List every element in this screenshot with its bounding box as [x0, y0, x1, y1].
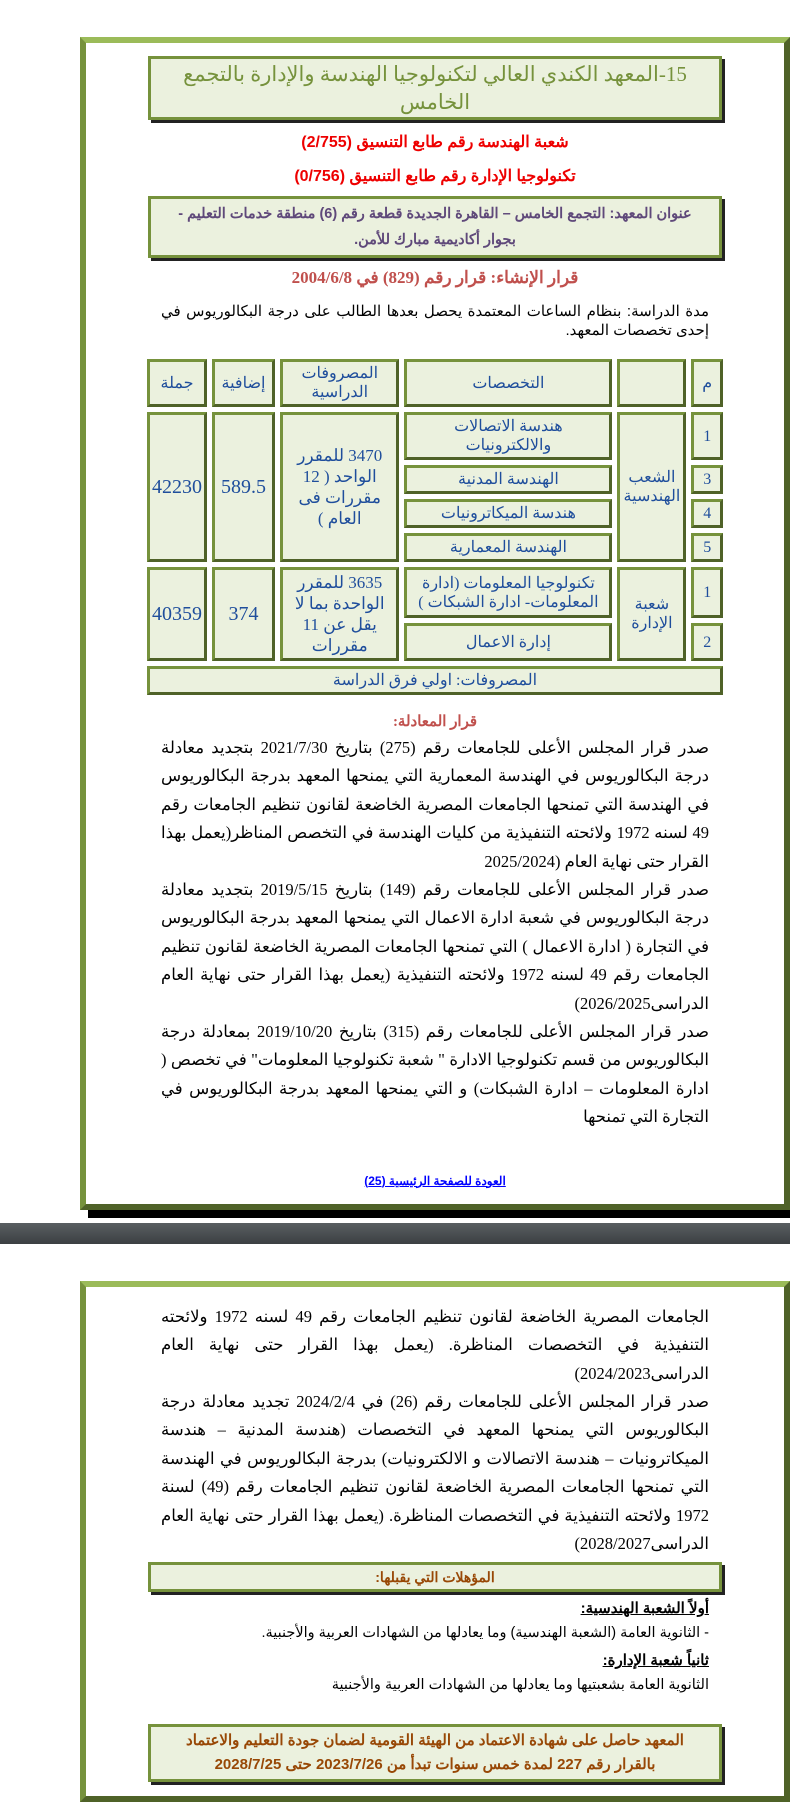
header-extra: إضافية: [212, 359, 275, 407]
equivalence-text-cont: الجامعات المصرية الخاضعة لقانون تنظيم الجامعات رقم 49 لسنه 1972 ولائحته التنفيذية في التخصصات المناظرة. (يعمل بهذا القرار حتى نهاية العام الدراسى2024/2023): [161, 1306, 710, 1383]
spec: الهندسة المدنية: [404, 465, 612, 494]
total-management: 40359: [147, 567, 207, 661]
founding-decree: قرار الإنشاء: قرار رقم (829) في 2004/6/8: [291, 268, 579, 287]
equivalence-text-1: صدر قرار المجلس الأعلى للجامعات رقم (275) بتاريخ 2021/7/30 بتجديد معادلة درجة البكالوريوس في الهندسة المعمارية التي يمنحها المعهد بدرجة البكالوريوس في الهندسة التي تمنحها الجامعات المصرية الخاضعة لقانون تنظيم الجامعات رقم 49 لسنه 1972 ولائحته التنفيذية من كليات الهندسة في التخصص المناظر(يعمل بهذا القرار حتى نهاية العام (2025/2024: [161, 738, 709, 871]
management-qual-heading: ثانياً شعبة الإدارة:: [602, 1652, 709, 1670]
total-engineering: 42230: [147, 412, 207, 562]
engineering-code: شعبة الهندسة رقم طابع التنسيق (2/755): [301, 134, 569, 151]
equivalence-text-2: صدر قرار المجلس الأعلى للجامعات رقم (149) بتاريخ 2019/5/15 بتجديد معادلة درجة البكالوريوس في شعبة ادارة الاعمال التي يمنحها المعهد بدرجة البكالوريوس في التجارة ( ادارة الاعمال ) التي تمنحها الجامعات المصرية الخاضعة لقانون تنظيم الجامعات رقم 49 لسنه 1972 ولائحته التنفيذية (يعمل بهذا القرار حتى نهاية العام الدراسى2026/2025): [161, 880, 709, 1013]
row-num: 3: [691, 465, 723, 494]
equivalence-title: قرار المعادلة:: [392, 714, 478, 730]
equivalence-text-3: صدر قرار المجلس الأعلى للجامعات رقم (315) بتاريخ 2019/10/20 بمعادلة درجة البكالوريوس من قسم تكنولوجيا الادارة " شعبة تكنولوجيا المعلومات" في تخصص ( ادارة المعلومات – ادارة الشبكات) و التي يمنحها المعهد بدرجة البكالوريوس في التجارة التي تمنحها: [161, 1022, 709, 1127]
qualifications-title: المؤهلات التي يقبلها:: [148, 1562, 722, 1592]
page-2-frame: [80, 1281, 790, 1802]
row-num: 2: [691, 623, 723, 661]
back-to-home-link[interactable]: العودة للصفحة الرئيسية (25): [364, 1173, 506, 1188]
accreditation-line-2: بالقرار رقم 227 لمدة خمس سنوات تبدأ من 2023/7/26 حتى 2028/7/25: [214, 1756, 656, 1774]
spec: الهندسة المعمارية: [404, 533, 612, 562]
study-duration: مدة الدراسة: بنظام الساعات المعتمدة يحصل بعدها الطالب على درجة البكالوريوس في إحدى تخصصات المعهد.: [161, 303, 709, 339]
row-num: 1: [691, 567, 723, 618]
header-specs: التخصصات: [404, 359, 612, 407]
fees-management: 3635 للمقرر الواحدة بما لا يقل عن 11 مقررات: [280, 567, 399, 661]
header-num: م: [691, 359, 723, 407]
row-num: 1: [691, 412, 723, 460]
header-total: جملة: [147, 359, 207, 407]
fees-engineering: 3470 للمقرر الواحد ( 12 مقررات فى العام ): [280, 412, 399, 562]
row-num: 5: [691, 533, 723, 562]
engineering-qual-heading: أولاً الشعبة الهندسية:: [580, 1600, 709, 1618]
fees-footer: المصروفات: اولي فرق الدراسة: [147, 666, 723, 695]
page-separator: [0, 1223, 790, 1244]
fees-table: [142, 354, 728, 700]
extra-management: 374: [212, 567, 275, 661]
extra-engineering: 589.5: [212, 412, 275, 562]
header-division: [617, 359, 686, 407]
address-box: عنوان المعهد: التجمع الخامس – القاهرة الجديدة قطعة رقم (6) منطقة خدمات التعليم - بجوار أكاديمية مبارك للأمن.: [148, 196, 722, 258]
accreditation-box: [148, 1724, 722, 1782]
row-num: 4: [691, 499, 723, 528]
spec: تكنولوجيا المعلومات (ادارة المعلومات- ادارة الشبكات ): [404, 567, 612, 618]
management-qual-line: الثانوية العامة بشعبتيها وما يعادلها من الشهادات العربية والأجنبية: [331, 1677, 709, 1694]
spec: إدارة الاعمال: [404, 623, 612, 661]
spec: هندسة الميكاترونيات: [404, 499, 612, 528]
division-engineering: الشعب الهندسية: [617, 412, 686, 562]
institute-title: 15-المعهد الكندي العالي لتكنولوجيا الهندسة والإدارة بالتجمع الخامس: [148, 56, 722, 120]
page-1-frame: [80, 37, 790, 1210]
management-code: تكنولوجيا الإدارة رقم طابع التنسيق (0/756): [294, 168, 576, 185]
header-fees: المصروفات الدراسية: [280, 359, 399, 407]
engineering-qual-line: - الثانوية العامة (الشعبة الهندسية) وما يعادلها من الشهادات العربية والأجنبية.: [261, 1625, 709, 1642]
equivalence-text-4: صدر قرار المجلس الأعلى للجامعات رقم (26) في 2024/2/4 تجديد معادلة درجة البكالوريوس التي يمنحها المعهد في التخصصات (هندسة المدنية – هندسة الميكاترونيات – هندسة الاتصالات و الالكترونيات) بدرجة البكالوريوس في الهندسة التي تمنحها الجامعات المصرية الخاضعة لقانون تنظيم الجامعات رقم (49) لسنة 1972 ولائحته التنفيذية في التخصصات المناظرة. (يعمل بهذا القرار حتى نهاية العام الدراسى2028/2027): [161, 1391, 709, 1553]
accreditation-line-1: المعهد حاصل على شهادة الاعتماد من الهيئة القومية لضمان جودة التعليم والاعتماد: [186, 1732, 684, 1750]
division-management: شعبة الإدارة: [617, 567, 686, 661]
spec: هندسة الاتصالات والالكترونيات: [404, 412, 612, 460]
